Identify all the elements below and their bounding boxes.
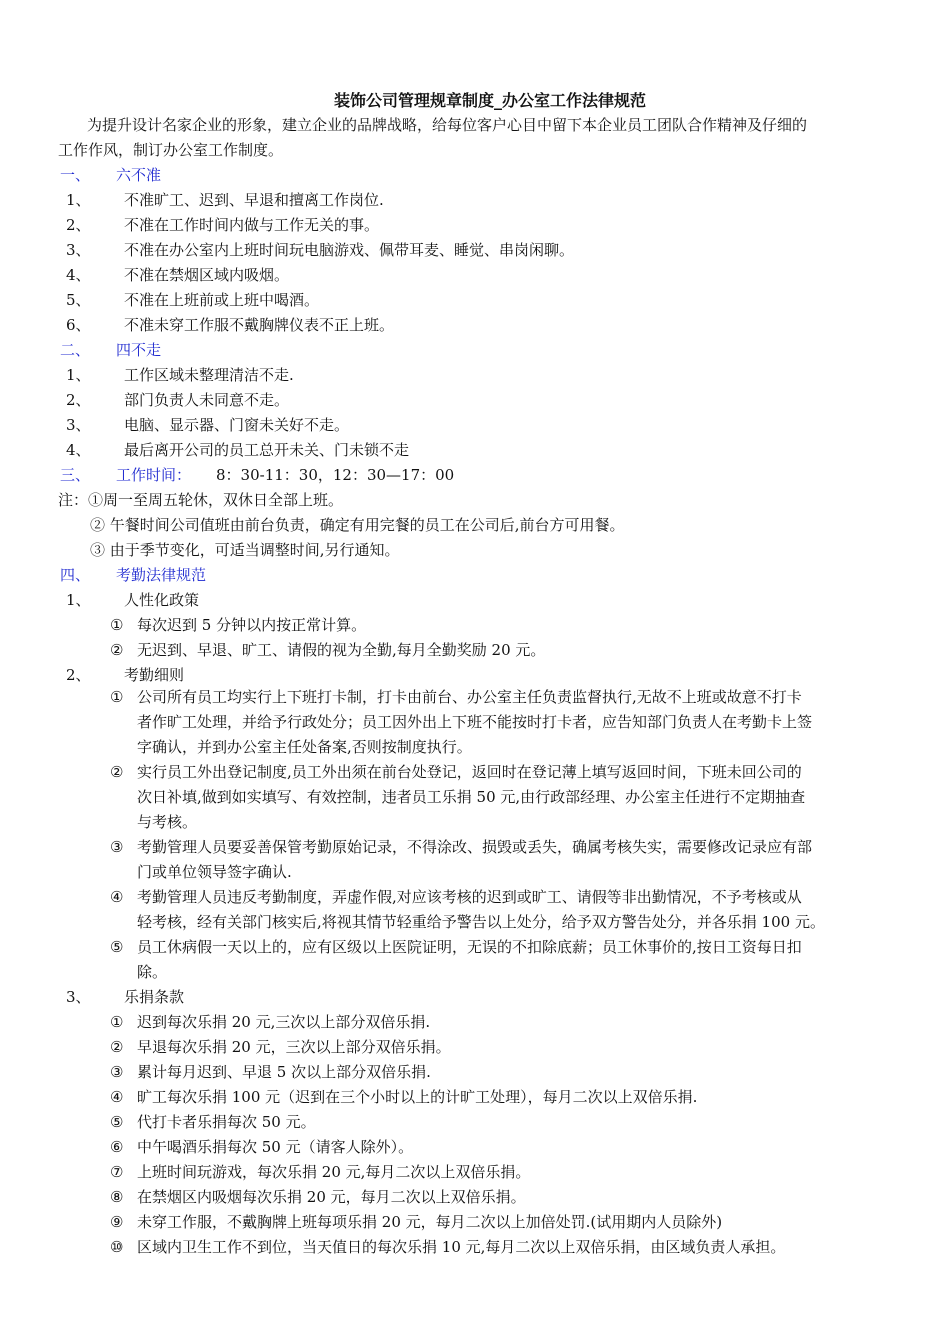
s4-sub-2-item-1-line-3: 字确认，并到办公室主任处备案,否则按制度执行。 xyxy=(137,738,472,756)
section-3-number: 三、 xyxy=(60,466,91,484)
s1-item-1-text: 不准旷工、迟到、早退和擅离工作岗位. xyxy=(124,191,384,209)
s4-sub-3-item-8-marker: ⑧ xyxy=(110,1188,124,1206)
s4-sub-3-item-10-text: 区域内卫生工作不到位，当天值日的每次乐捐 10 元,每月二次以上双倍乐捐，由区域负责人承担。 xyxy=(137,1238,786,1256)
s4-sub-2-item-1-line-1: 公司所有员工均实行上下班打卡制，打卡由前台、办公室主任负责监督执行,无故不上班或故意不打卡 xyxy=(137,688,802,706)
s4-sub-2-item-4-line-1: 考勤管理人员违反考勤制度，弄虚作假,对应该考核的迟到或旷工、请假等非出勤情况，不予考核或从 xyxy=(137,888,802,906)
note-1: 注：①周一至周五轮休，双休日全部上班。 xyxy=(58,491,344,509)
s4-sub-3-item-7-marker: ⑦ xyxy=(110,1163,124,1181)
s4-sub-2-item-2-line-2: 次日补填,做到如实填写、有效控制，违者员工乐捐 50 元,由行政部经理、办公室主任进行不定期抽查 xyxy=(137,788,806,806)
note-2: ② 午餐时间公司值班由前台负责，确定有用完餐的员工在公司后,前台方可用餐。 xyxy=(90,516,625,534)
s1-item-6-number: 6、 xyxy=(66,316,91,334)
s4-sub-2-item-3-line-2: 门或单位领导签字确认. xyxy=(137,863,292,881)
s4-sub-3-item-4-marker: ④ xyxy=(110,1088,124,1106)
s1-item-2-text: 不准在工作时间内做与工作无关的事。 xyxy=(124,216,380,234)
s4-sub-1-title: 人性化政策 xyxy=(124,591,200,609)
s4-sub-3-item-9-text: 未穿工作服，不戴胸牌上班每项乐捐 20 元，每月二次以上加倍处罚.(试用期内人员除外) xyxy=(137,1213,723,1231)
s4-sub-3-item-2-marker: ② xyxy=(110,1038,124,1056)
s4-sub-3-number: 3、 xyxy=(66,988,91,1006)
s4-sub-2-item-5-marker: ⑤ xyxy=(110,938,124,956)
s4-sub-1-number: 1、 xyxy=(66,591,91,609)
s2-item-1-number: 1、 xyxy=(66,366,91,384)
s4-sub-2-item-2-marker: ② xyxy=(110,763,124,781)
s2-item-2-text: 部门负责人未同意不走。 xyxy=(124,391,290,409)
s4-sub-3-item-8-text: 在禁烟区内吸烟每次乐捐 20 元，每月二次以上双倍乐捐。 xyxy=(137,1188,526,1206)
s4-sub-2-item-3-line-1: 考勤管理人员要妥善保管考勤原始记录，不得涂改、损毁或丢失，确属考核失实，需要修改记录应有部 xyxy=(137,838,813,856)
s1-item-3-text: 不准在办公室内上班时间玩电脑游戏、佩带耳麦、睡觉、串岗闲聊。 xyxy=(124,241,575,259)
s4-sub-1-item-2-text: 无迟到、早退、旷工、请假的视为全勤,每月全勤奖励 20 元。 xyxy=(137,641,546,659)
section-2-heading: 四不走 xyxy=(116,341,162,359)
s2-item-2-number: 2、 xyxy=(66,391,91,409)
s1-item-3-number: 3、 xyxy=(66,241,91,259)
s4-sub-3-item-3-marker: ③ xyxy=(110,1063,124,1081)
s4-sub-1-item-1-text: 每次迟到 5 分钟以内按正常计算。 xyxy=(137,616,367,634)
section-1-heading: 六不准 xyxy=(116,166,162,184)
s2-item-1-text: 工作区域未整理清洁不走. xyxy=(124,366,294,384)
section-4-number: 四、 xyxy=(60,566,91,584)
s4-sub-3-item-5-text: 代打卡者乐捐每次 50 元。 xyxy=(137,1113,316,1131)
s1-item-1-number: 1、 xyxy=(66,191,91,209)
section-2-number: 二、 xyxy=(60,341,91,359)
s4-sub-3-item-1-text: 迟到每次乐捐 20 元,三次以上部分双倍乐捐. xyxy=(137,1013,431,1031)
s4-sub-3-item-2-text: 早退每次乐捐 20 元，三次以上部分双倍乐捐。 xyxy=(137,1038,451,1056)
s4-sub-3-item-10-marker: ⑩ xyxy=(110,1238,124,1256)
s4-sub-2-item-4-marker: ④ xyxy=(110,888,124,906)
note-3: ③ 由于季节变化，可适当调整时间,另行通知。 xyxy=(90,541,400,559)
s1-item-5-text: 不准在上班前或上班中喝酒。 xyxy=(124,291,320,309)
s2-item-4-text: 最后离开公司的员工总开未关、门未锁不走 xyxy=(124,441,410,459)
s4-sub-3-item-7-text: 上班时间玩游戏，每次乐捐 20 元,每月二次以上双倍乐捐。 xyxy=(137,1163,531,1181)
s4-sub-1-item-2-marker: ② xyxy=(110,641,124,659)
s4-sub-3-item-4-text: 旷工每次乐捐 100 元（迟到在三个小时以上的计旷工处理），每月二次以上双倍乐捐. xyxy=(137,1088,698,1106)
s1-item-4-number: 4、 xyxy=(66,266,91,284)
s1-item-2-number: 2、 xyxy=(66,216,91,234)
s4-sub-2-item-1-marker: ① xyxy=(110,688,124,706)
s4-sub-3-item-1-marker: ① xyxy=(110,1013,124,1031)
s4-sub-3-item-3-text: 累计每月迟到、早退 5 次以上部分双倍乐捐. xyxy=(137,1063,431,1081)
s4-sub-3-item-5-marker: ⑤ xyxy=(110,1113,124,1131)
section-1-number: 一、 xyxy=(60,166,91,184)
s2-item-3-text: 电脑、显示器、门窗未关好不走。 xyxy=(124,416,350,434)
document-title: 装饰公司管理规章制度_办公室工作法律规范 xyxy=(333,91,646,110)
s1-item-4-text: 不准在禁烟区域内吸烟。 xyxy=(124,266,290,284)
s4-sub-2-item-5-line-1: 员工休病假一天以上的，应有区级以上医院证明，无误的不扣除底薪；员工休事价的,按日工资每日扣 xyxy=(137,938,802,956)
intro-line-1: 为提升设计名家企业的形象，建立企业的品牌战略，给每位客户心目中留下本企业员工团队合作精神及仔细的 xyxy=(87,116,808,134)
s4-sub-2-item-3-marker: ③ xyxy=(110,838,124,856)
s4-sub-3-item-6-marker: ⑥ xyxy=(110,1138,124,1156)
work-hours: 8：30-11：30，12：30—17：00 xyxy=(216,466,455,484)
section-4-heading: 考勤法律规范 xyxy=(116,566,207,584)
s1-item-5-number: 5、 xyxy=(66,291,91,309)
s4-sub-3-title: 乐捐条款 xyxy=(124,988,185,1006)
s4-sub-2-item-4-line-2: 轻考核，经有关部门核实后,将视其情节轻重给予警告以上处分，给予双方警告处分，并各乐捐 100 元。 xyxy=(137,913,825,931)
s4-sub-2-item-5-line-2: 除。 xyxy=(137,963,168,981)
s4-sub-2-item-2-line-3: 与考核。 xyxy=(137,813,198,831)
s4-sub-2-title: 考勤细则 xyxy=(124,666,185,684)
s4-sub-3-item-6-text: 中午喝酒乐捐每次 50 元（请客人除外）。 xyxy=(137,1138,414,1156)
s1-item-6-text: 不准未穿工作服不戴胸牌仪表不正上班。 xyxy=(124,316,395,334)
section-3-heading: 工作时间： xyxy=(116,466,192,484)
s4-sub-2-number: 2、 xyxy=(66,666,91,684)
s4-sub-2-item-1-line-2: 者作旷工处理，并给予行政处分；员工因外出上下班不能按时打卡者，应告知部门负责人在考勤卡上签 xyxy=(137,713,813,731)
intro-line-2: 工作作风，制订办公室工作制度。 xyxy=(58,141,284,159)
s2-item-3-number: 3、 xyxy=(66,416,91,434)
s4-sub-3-item-9-marker: ⑨ xyxy=(110,1213,124,1231)
s2-item-4-number: 4、 xyxy=(66,441,91,459)
s4-sub-1-item-1-marker: ① xyxy=(110,616,124,634)
s4-sub-2-item-2-line-1: 实行员工外出登记制度,员工外出须在前台处登记，返回时在登记薄上填写返回时间，下班未回公司的 xyxy=(137,763,802,781)
